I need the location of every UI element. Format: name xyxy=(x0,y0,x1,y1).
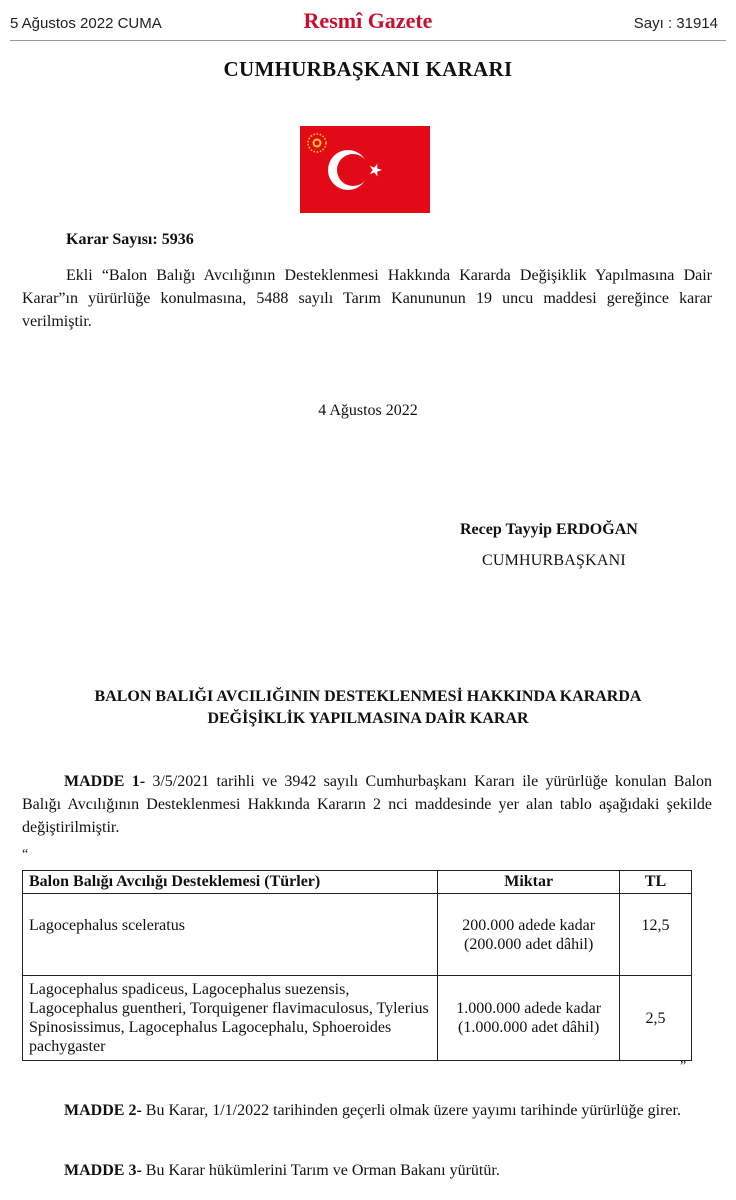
article-1-label: MADDE 1- xyxy=(64,773,146,790)
species-cell: Lagocephalus spadiceus, Lagocephalus suezensis, Lagocephalus guentheri, Torquigener flavimaculosus, Tylerius Spinosissimus, Lagocephalus Lagocephalu, Sphoeroides pachygaster xyxy=(23,976,438,1061)
amount-line-1: 1.000.000 adede kadar xyxy=(456,1000,602,1017)
masthead-date: 5 Ağustos 2022 CUMA xyxy=(10,15,162,32)
masthead-issue-number: Sayı : 31914 xyxy=(633,15,718,32)
annex-title xyxy=(0,686,736,730)
annex-title-line-1: BALON BALIĞI AVCILIĞININ DESTEKLENMESİ HAKKINDA KARARDA xyxy=(94,688,642,705)
article-2-text: Bu Karar, 1/1/2022 tarihinden geçerli olmak üzere yayımı tarihinde yürürlüğe girer. xyxy=(141,1102,681,1119)
support-table xyxy=(22,870,692,1061)
article-2 xyxy=(22,1099,712,1122)
header-species: Balon Balığı Avcılığı Desteklemesi (Türler) xyxy=(23,871,438,894)
article-3-text: Bu Karar hükümlerini Tarım ve Orman Bakanı yürütür. xyxy=(141,1162,500,1179)
header-tl: TL xyxy=(620,871,692,894)
turkish-flag-icon xyxy=(300,126,430,213)
tl-cell: 2,5 xyxy=(620,976,692,1061)
table-row xyxy=(23,894,692,976)
table-close-quote: ” xyxy=(680,1059,687,1074)
table-header-row xyxy=(23,871,692,894)
article-3-label: MADDE 3- xyxy=(64,1162,142,1179)
amount-line-2: (200.000 adet dâhil) xyxy=(464,936,594,953)
amount-cell xyxy=(438,894,620,976)
intro-paragraph: Ekli “Balon Balığı Avcılığının Desteklenmesi Hakkında Kararda Değişiklik Yapılmasına Dair Karar”ın yürürlüğe konulmasına, 5488 sayılı Tarım Kanununun 19 uncu maddesi gereğince karar verilmiştir. xyxy=(22,267,712,330)
article-1 xyxy=(22,770,712,839)
table-row xyxy=(23,976,692,1061)
masthead-divider xyxy=(10,40,726,41)
signer-title: CUMHURBAŞKANI xyxy=(482,552,626,569)
annex-title-line-2: DEĞİŞİKLİK YAPILMASINA DAİR KARAR xyxy=(207,710,529,727)
decision-date: 4 Ağustos 2022 xyxy=(318,402,418,419)
table-open-quote: “ xyxy=(22,847,29,862)
article-1-text: 3/5/2021 tarihli ve 3942 sayılı Cumhurbaşkanı Kararı ile yürürlüğe konulan Balon Balığı Avcılığının Desteklenmesi Hakkında Kararın 2 nci maddesinde yer alan tablo aşağıdaki şekilde değiştirilmiştir. xyxy=(22,773,713,836)
amount-line-1: 200.000 adede kadar xyxy=(462,917,596,934)
masthead xyxy=(10,8,726,36)
species-cell: Lagocephalus sceleratus xyxy=(23,894,438,976)
masthead-title: Resmî Gazete xyxy=(303,8,433,33)
article-3 xyxy=(64,1159,724,1182)
amount-line-2: (1.000.000 adet dâhil) xyxy=(458,1019,600,1036)
header-amount: Miktar xyxy=(438,871,620,894)
decision-number: Karar Sayısı: 5936 xyxy=(66,231,194,248)
signer-name: Recep Tayyip ERDOĞAN xyxy=(460,521,638,538)
tl-cell: 12,5 xyxy=(620,894,692,976)
document-title: CUMHURBAŞKANI KARARI xyxy=(223,57,513,81)
article-2-label: MADDE 2- xyxy=(64,1102,142,1119)
amount-cell xyxy=(438,976,620,1061)
